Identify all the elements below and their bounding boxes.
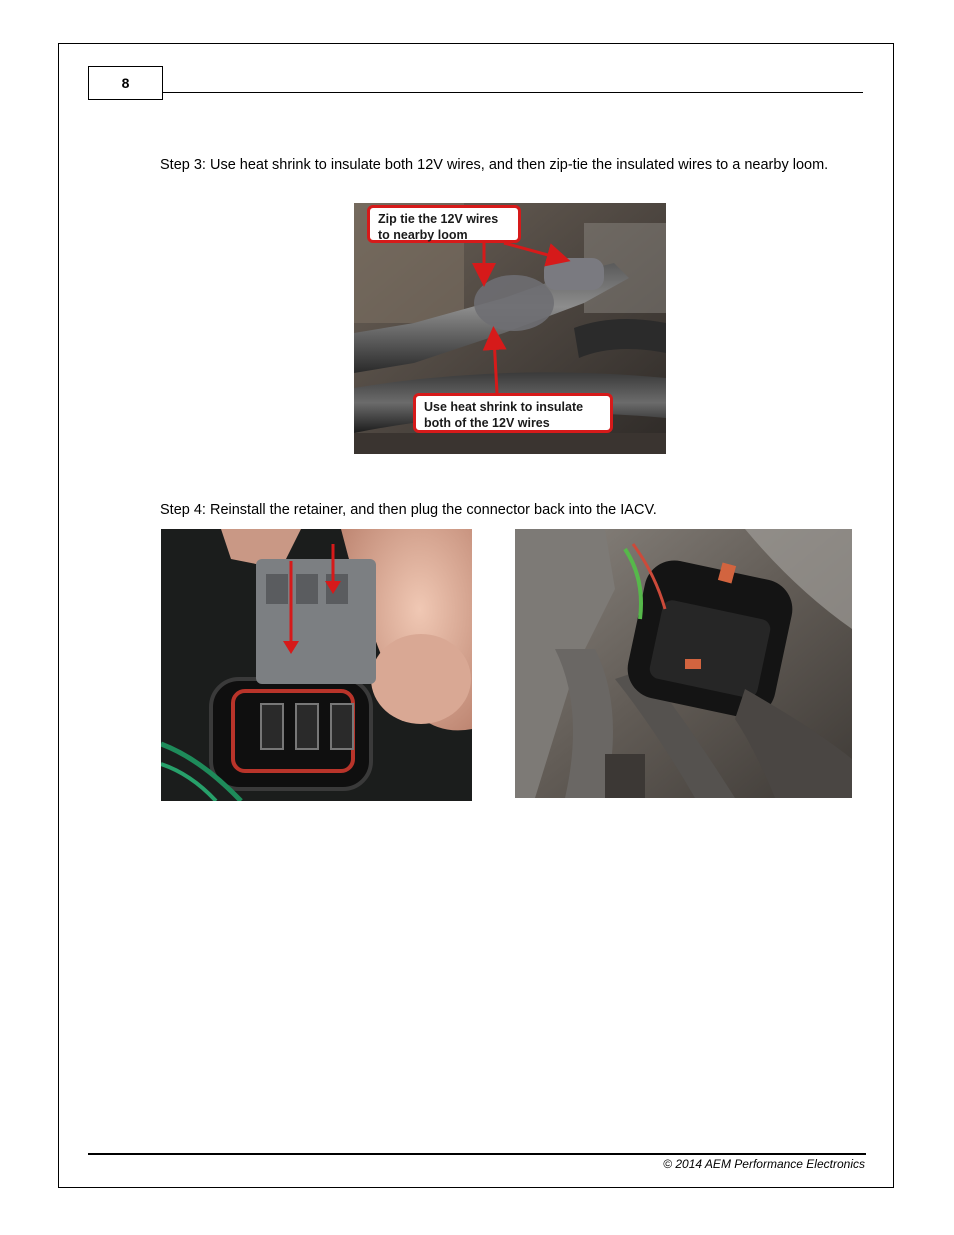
callout-heat-shrink-line-1: Use heat shrink to insulate	[424, 400, 584, 414]
step-4-text: Step 4: Reinstall the retainer, and then plug the connector back into the IACV.	[160, 502, 657, 518]
header-rule	[162, 92, 863, 93]
iacv-installed-image	[515, 529, 852, 798]
connector-retainer-image	[161, 529, 472, 801]
retainer-photo	[161, 529, 472, 801]
step-3-text: Step 3: Use heat shrink to insulate both 12V wires, and then zip-tie the insulated wires to a nearby loom.	[160, 157, 829, 173]
iacv-photo	[515, 529, 852, 798]
callout-heat-shrink-line-2: both of the 12V wires	[424, 416, 550, 430]
annotation-arrows	[354, 203, 666, 454]
arrow-zip-tie-right	[504, 243, 559, 258]
page-number	[88, 66, 163, 100]
page-number-label: 8	[121, 75, 130, 91]
arrow-heat-shrink	[494, 338, 497, 393]
footer-rule	[88, 1153, 866, 1155]
callout-zip-tie-line-2: to nearby loom	[378, 228, 468, 242]
step-3-photo	[354, 203, 666, 454]
callout-zip-tie-line-1: Zip tie the 12V wires	[378, 212, 499, 226]
footer-copyright: © 2014 AEM Performance Electronics	[663, 1157, 865, 1171]
